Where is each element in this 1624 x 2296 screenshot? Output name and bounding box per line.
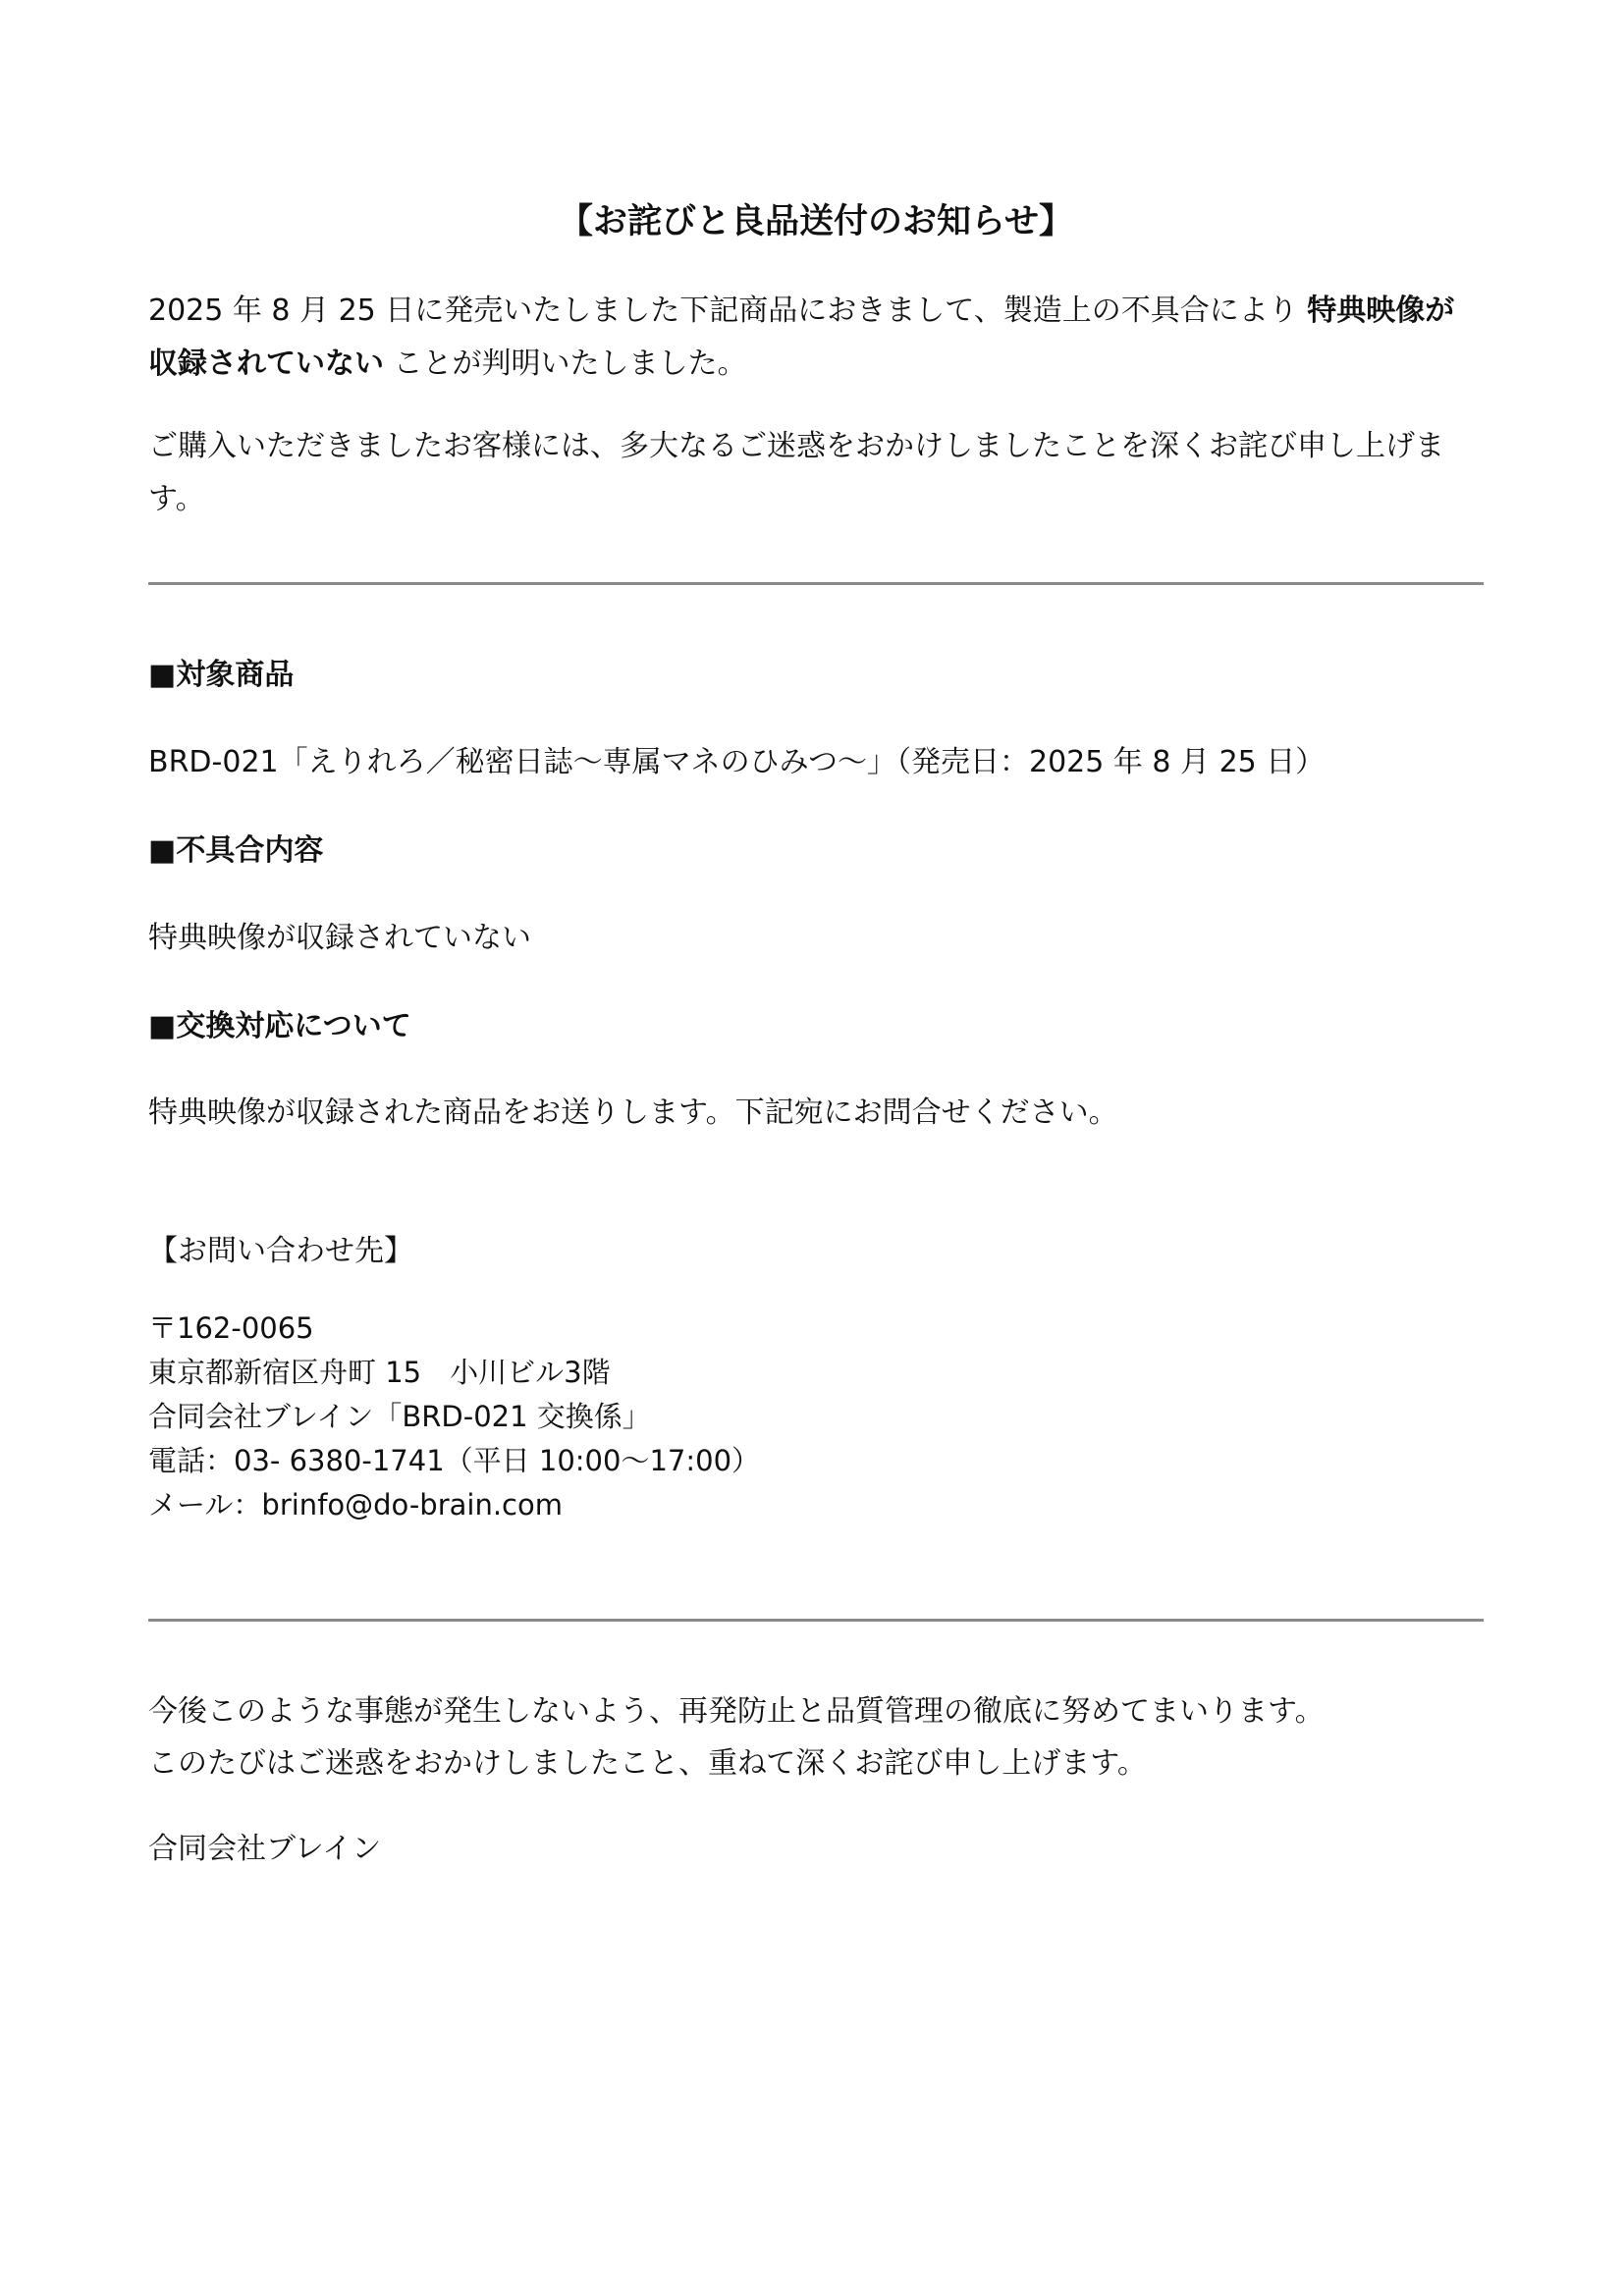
- notice-title: 【お詫びと良品送付のお知らせ】: [559, 202, 1073, 241]
- closing-line-2: このたびはご迷惑をおかけしましたこと、重ねて深くお詫び申し上げます。: [148, 1746, 1147, 1781]
- section-heading-defect: ■不具合内容: [148, 833, 324, 868]
- intro-text-bold: 特典映像が収録されていない: [148, 294, 1455, 381]
- exchange-description-text: 特典映像が収録された商品をお送りします。下記宛にお問合せください。: [148, 1095, 1118, 1130]
- divider-top: [148, 582, 1484, 585]
- contact-email: メール：brinfo@do-brain.com: [148, 1488, 563, 1522]
- contact-phone: 電話：03- 6380-1741（平日 10:00～17:00）: [148, 1444, 761, 1477]
- section-heading-target: ■対象商品: [148, 658, 295, 692]
- signature-company: 合同会社ブレイン: [148, 1832, 382, 1866]
- contact-heading: 【お問い合わせ先】: [148, 1234, 413, 1268]
- intro-paragraph-1: [148, 285, 1484, 391]
- contact-company-department: 合同会社ブレイン「BRD-021 交換係」: [148, 1400, 651, 1433]
- intro-text-before: 2025 年 8 月 25 日に発売いたしました下記商品におきまして、製造上の不具合により: [148, 294, 1308, 328]
- contact-address: 東京都新宿区舟町 15 小川ビル3階: [148, 1356, 611, 1389]
- intro-text-after: ことが判明いたしました。: [384, 347, 747, 381]
- defect-description-text: 特典映像が収録されていない: [148, 921, 531, 955]
- contact-postal-code: 〒162-0065: [148, 1311, 314, 1345]
- intro-paragraph-2: ご購入いただきましたお客様には、多大なるご迷惑をおかけしましたことを深くお詫び申し上げます。: [148, 429, 1444, 516]
- contact-block: [148, 1307, 760, 1527]
- closing-line-1: 今後このような事態が発生しないよう、再発防止と品質管理の徹底に努めてまいります。: [148, 1694, 1325, 1729]
- section-heading-exchange: ■交換対応について: [148, 1009, 411, 1043]
- divider-bottom: [148, 1619, 1484, 1622]
- target-product-text: BRD-021「えりれろ／秘密日誌～専属マネのひみつ～」（発売日：2025 年 8 月 25 日）: [148, 745, 1326, 779]
